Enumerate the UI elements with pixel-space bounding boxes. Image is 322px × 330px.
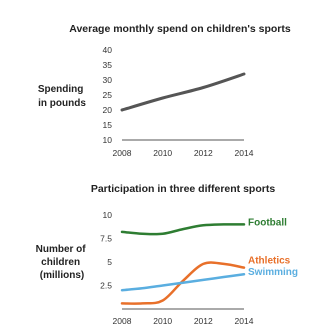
chart-participation-x-ticks	[113, 316, 254, 326]
chart-spending-x-ticks	[113, 148, 254, 158]
chart-spending	[38, 23, 291, 158]
y-tick-label: 7.5	[100, 233, 112, 244]
chart-participation-series-labels	[248, 217, 298, 278]
chart-participation-ylabel-line: (millions)	[39, 270, 85, 281]
x-tick-label: 2012	[193, 148, 213, 158]
y-tick-label: 20	[102, 105, 112, 115]
chart-participation-ylabel-line: Number of	[35, 244, 86, 255]
x-tick-label: 2010	[153, 316, 173, 326]
y-tick-label: 35	[102, 60, 112, 70]
chart-spending-ylabel-line: Spending	[37, 84, 84, 95]
chart-participation	[36, 183, 298, 326]
x-tick-label: 2012	[193, 316, 213, 326]
chart-spending-y-ticks	[103, 45, 113, 145]
series-label-football: Football	[248, 217, 287, 229]
chart-participation-ylabel	[36, 244, 89, 281]
y-tick-label: 10	[102, 135, 112, 145]
chart-spending-title: Average monthly spend on children's sports	[69, 23, 291, 35]
chart-participation-ylabel-line: children	[41, 257, 81, 268]
x-tick-label: 2014	[234, 316, 254, 326]
chart-spending-series	[122, 74, 244, 110]
y-tick-label: 10	[102, 210, 112, 220]
chart-participation-y-ticks	[100, 210, 112, 291]
chart-participation-series	[122, 224, 244, 303]
series-line-football	[122, 224, 244, 234]
x-tick-label: 2010	[153, 148, 173, 158]
series-label-athletics: Athletics	[248, 255, 291, 267]
y-tick-label: 25	[102, 90, 112, 100]
y-tick-label: 40	[102, 45, 112, 55]
chart-spending-ylabel-line: in pounds	[38, 98, 86, 109]
y-tick-label: 5	[107, 257, 112, 267]
series-line-spending	[122, 74, 244, 110]
series-label-swimming: Swimming	[248, 267, 299, 279]
y-tick-label: 30	[102, 75, 112, 85]
chart-spending-ylabel	[38, 84, 86, 109]
x-tick-label: 2008	[112, 316, 132, 326]
x-tick-label: 2008	[112, 148, 132, 158]
series-line-swimming	[122, 274, 244, 290]
y-tick-label: 15	[102, 120, 112, 130]
x-tick-label: 2014	[234, 148, 254, 158]
y-tick-label: 2.5	[100, 280, 112, 291]
chart-participation-title: Participation in three different sports	[90, 183, 276, 195]
